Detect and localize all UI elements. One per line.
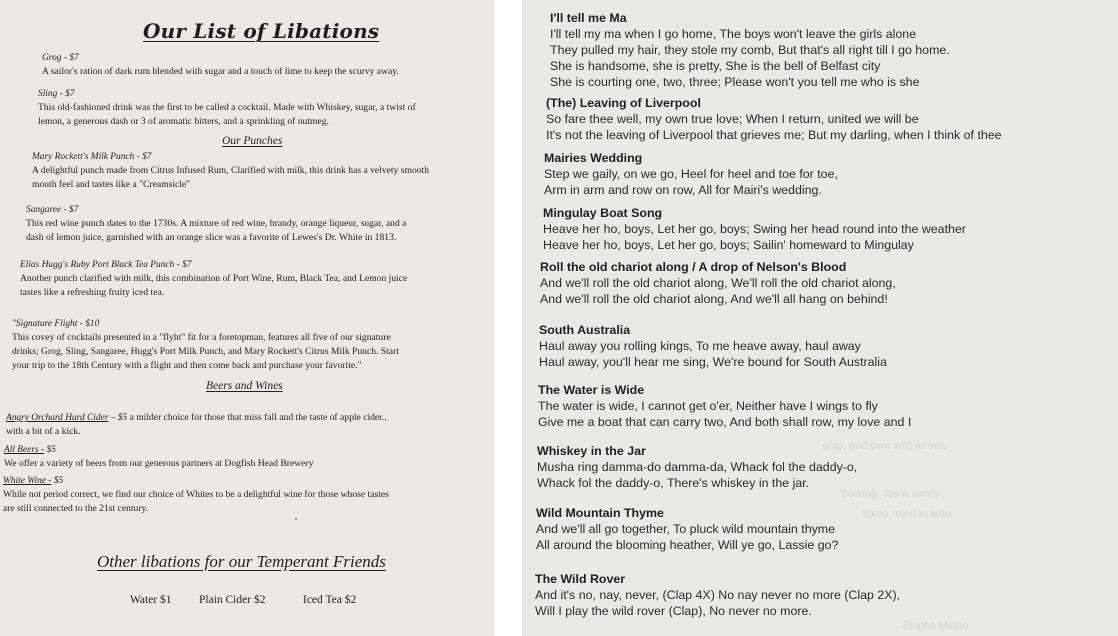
song-title: Wild Mountain Thyme [536, 506, 664, 520]
item-price: – $5 [110, 413, 128, 423]
item-price: - $7 [176, 260, 192, 270]
song-title: Roll the old chariot along / A drop of Nelson's Blood [540, 260, 847, 274]
item-desc: A sailor's ration of dark rum blended with sugar and a touch of lime to keep the scurvy away. [42, 66, 399, 77]
other-item-tea: Iced Tea $2 [303, 594, 357, 606]
other-item-water: Water $1 [130, 594, 172, 606]
song-entry [540, 259, 1060, 307]
song-line: The water is wide, I cannot get o'er, Neither have I wings to fly [538, 399, 878, 413]
song-line: Haul away you rolling kings, To me heave away, haul away [539, 339, 861, 353]
item-price: - $7 [63, 53, 79, 63]
item-desc: This red wine punch dates to the 1730s. A mixture of red wine, brandy, orange liqueur, sugar, and a [26, 218, 407, 229]
song-line: Give me a boat that can carry two, And both shall row, my love and I [538, 415, 912, 429]
item-desc: This old-fashioned drink was the first to be called a cocktail. Made with Whiskey, sugar, a twist of [38, 102, 416, 113]
song-line: Haul away, you'll hear me sing, We're bound for South Australia [539, 355, 887, 369]
item-price: - $7 [136, 152, 152, 162]
item-desc: Another punch clarified with milk, this combination of Port Wine, Rum, Black Tea, and Lemon juice [20, 273, 408, 284]
item-name: Sling [38, 89, 58, 99]
show-through-text: ylimst A eW .gniwod [842, 488, 940, 500]
song-entry [544, 150, 1064, 198]
item-name: Grog [42, 53, 62, 63]
item-desc: your trip to the 18th Century with a flight and then come back and purchase your favorite." [12, 360, 362, 371]
item-desc: While not period correct, we find our choice of Whites to be a delightful wine for those whose tastes [3, 489, 389, 500]
song-line: Whack fol the daddy-o, There's whiskey in the jar. [537, 476, 810, 490]
song-entry [546, 95, 1066, 143]
item-name: "Signature Flight - [12, 319, 83, 329]
song-title: Whiskey in the Jar [537, 444, 646, 458]
song-entry [543, 205, 1063, 253]
song-title: (The) Leaving of Liverpool [546, 96, 701, 110]
song-entry [550, 10, 1070, 90]
song-line: So fare thee well, my own true love; When I return, united we will be [546, 112, 919, 126]
item-desc: lemon, a generous dash or 3 of aromatic bitters, and a sprinkling of nutmeg. [38, 116, 329, 127]
menu-item-port-punch [20, 258, 407, 300]
item-name: All Beers - [4, 445, 45, 455]
item-name: Angry Orchard Hard Cider [6, 413, 109, 423]
menu-title: Our List of Libations [143, 19, 380, 43]
song-line: Step we gaily, on we go, Heel for heel and toe for toe, [544, 167, 838, 181]
menu-item-milk-punch [32, 150, 429, 192]
song-entry [539, 322, 1059, 370]
song-title: The Wild Rover [535, 572, 626, 586]
menu-item-hard-cider [6, 411, 387, 439]
item-name: Elias Hugg's Ruby Port Black Tea Punch [20, 260, 175, 270]
item-name: Mary Rockett's Milk Punch [32, 152, 135, 162]
song-line: Musha ring damma-do damma-da, Whack fol the daddy-o, [537, 460, 858, 474]
menu-item-sling [38, 87, 416, 129]
show-through-text: ane oi ditw awo bna ,qirie [822, 440, 947, 452]
song-title: Mairies Wedding [544, 151, 643, 165]
punches-heading: Our Punches [222, 135, 283, 147]
menu-item-white-wine [3, 474, 389, 516]
item-name: White Wine - [3, 476, 52, 486]
item-price: $10 [85, 319, 100, 329]
menu-item-signature-flight [12, 317, 399, 373]
song-line: Heave her ho, boys, Let her go, boys; Swing her head round into the weather [543, 222, 966, 236]
song-line: She is handsome, she is pretty, She is the bell of Belfast city [550, 59, 881, 73]
song-line: They pulled my hair, they stole my comb, But that's all right till I go home. [550, 43, 950, 57]
song-title: Mingulay Boat Song [543, 206, 663, 220]
song-line: All around the blooming heather, Will ye go, Lassie go? [536, 538, 839, 552]
song-line: And we'll roll the old chariot along, We'll roll the old chariot along, [540, 276, 896, 290]
drinks-menu-page [0, 0, 494, 636]
item-desc: mouth feel and tastes like a "Creamsicle" [32, 179, 191, 190]
song-title: The Water is Wide [538, 383, 645, 397]
song-entry [538, 382, 1058, 430]
item-desc: dash of lemon juice, garnished with an orange slice was a favorite of Lewes's Dr. White in 1813. [26, 232, 397, 243]
show-through-text: emit ni bnim emos [862, 508, 952, 520]
song-title: South Australia [539, 323, 631, 337]
menu-item-grog [42, 51, 399, 79]
item-desc: are still connected to the 21st century. [3, 503, 149, 514]
song-entry [535, 571, 1055, 619]
item-desc: drinks; Grog, Sling, Sangaree, Hugg's Port Milk Punch, and Mary Rockett's Citrus Milk Punch. Start [12, 346, 399, 357]
show-through-text: enoiM sdgniS [902, 620, 969, 632]
menu-item-all-beers [4, 443, 313, 471]
song-line: Will I play the wild rover (Clap), No never no more. [535, 604, 812, 618]
item-desc: A delightful punch made from Citrus Infused Rum, Clarified with milk, this drink has a velvety smooth [32, 165, 430, 176]
song-line: And we'll roll the old chariot along, And we'll all hang on behind! [540, 292, 888, 306]
song-line: Heave her ho, boys, Let her go, boys; Sailin' homeward to Mingulay [543, 238, 914, 252]
temperant-heading: Other libations for our Temperant Friends [97, 552, 386, 571]
song-line: It's not the leaving of Liverpool that grieves me; But my darling, when I think of thee [546, 128, 1002, 142]
song-list-page [522, 0, 1118, 636]
item-desc: tastes like a refreshing fruity iced tea. [20, 287, 165, 298]
item-price: - $7 [63, 205, 79, 215]
other-item-cider: Plain Cider $2 [199, 594, 266, 606]
stray-mark [295, 518, 297, 520]
song-line: I'll tell my ma when I go home, The boys won't leave the girls alone [550, 27, 917, 41]
item-price: - $7 [59, 89, 75, 99]
song-line: Arm in arm and row on row, All for Mairi's wedding. [544, 183, 822, 197]
song-title: I'll tell me Ma [550, 11, 627, 25]
song-line: She is courting one, two, three; Please won't you tell me who is she [550, 75, 920, 89]
item-desc: This covey of cocktails presented in a "flyht" fit for a foretopman, features all five of our signature [12, 332, 391, 343]
song-entry [536, 505, 1056, 553]
item-desc: with a bit of a kick. [6, 426, 81, 437]
beers-heading: Beers and Wines [206, 380, 283, 392]
item-price: $5 [53, 476, 64, 486]
song-entry [537, 443, 1057, 491]
item-desc: a milder choice for those that miss fall and the taste of apple cider.. [129, 412, 387, 423]
item-price: $5 [46, 445, 56, 455]
song-line: And it's no, nay, never, (Clap 4X) No nay never no more (Clap 2X), [535, 588, 901, 602]
song-line: And we'll all go together, To pluck wild mountain thyme [536, 522, 835, 536]
item-desc: We offer a variety of beers from our generous partners at Dogfish Head Brewery [4, 458, 314, 469]
item-name: Sangaree [26, 205, 62, 215]
menu-item-sangaree [26, 203, 406, 245]
